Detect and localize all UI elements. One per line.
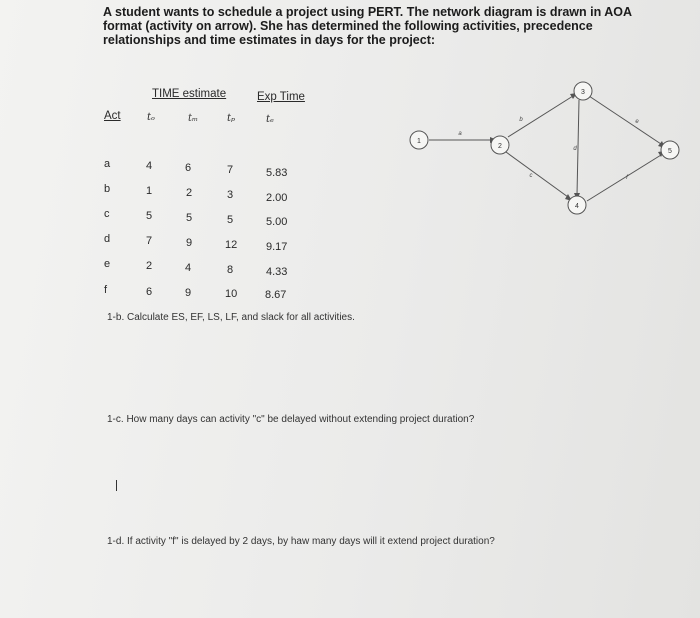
node-3-label: 3: [581, 89, 585, 96]
node-5-label: 5: [668, 148, 672, 155]
row-a-to: 4: [146, 160, 153, 172]
row-f-tp: 10: [225, 288, 238, 300]
node-4-label: 4: [575, 203, 579, 210]
edge-f-arrow: [587, 155, 661, 201]
row-f-to: 6: [146, 286, 153, 298]
row-d-te: 9.17: [266, 241, 288, 253]
network-diagram: [405, 75, 690, 220]
tp-header: tₚ: [227, 113, 236, 124]
edge-b-label: b: [519, 117, 523, 123]
row-f-act: f: [104, 284, 108, 296]
row-d-act: d: [104, 233, 111, 245]
to-header: tₒ: [147, 112, 155, 123]
row-c-tp: 5: [227, 214, 234, 226]
row-f-tm: 9: [185, 287, 192, 299]
question-1b: 1-b. Calculate ES, EF, LS, LF, and slack for all activities.: [107, 312, 355, 323]
row-e-to: 2: [146, 260, 153, 272]
edge-f-label: f: [626, 175, 628, 181]
edge-d-arrow: [577, 100, 579, 195]
time-estimate-header: TIME estimate: [152, 88, 227, 100]
node-1-label: 1: [417, 138, 421, 145]
row-b-tm: 2: [186, 187, 193, 199]
row-b-act: b: [104, 183, 111, 195]
edge-a-label: a: [458, 131, 462, 137]
row-f-te: 8.67: [265, 289, 287, 301]
row-a-tp: 7: [227, 164, 234, 176]
row-e-te: 4.33: [266, 266, 288, 278]
edge-b-arrow: [508, 96, 573, 137]
row-e-act: e: [104, 258, 111, 270]
te-header: tₑ: [266, 114, 274, 125]
question-1c: 1-c. How many days can activity "c" be delayed without extending project duration?: [107, 414, 475, 425]
edge-c-label: c: [529, 173, 533, 179]
edge-e-arrow: [589, 96, 661, 144]
text-cursor: [116, 480, 117, 491]
edge-c-arrow: [506, 152, 568, 197]
row-c-te: 5.00: [266, 216, 288, 228]
edge-d-label: d: [573, 146, 577, 152]
problem-intro: A student wants to schedule a project using PERT. The network diagram is drawn in AOA format (activity on arrow). She has determined the following activities, precedence relationships and time estimates in days for the project:: [103, 5, 632, 47]
row-d-tp: 12: [225, 239, 238, 251]
row-e-tm: 4: [185, 262, 192, 274]
row-a-act: a: [104, 158, 111, 170]
row-b-to: 1: [146, 185, 153, 197]
node-2-label: 2: [498, 143, 502, 150]
row-c-tm: 5: [186, 212, 193, 224]
row-d-to: 7: [146, 235, 153, 247]
row-a-tm: 6: [185, 162, 192, 174]
row-e-tp: 8: [227, 264, 234, 276]
exp-time-header: Exp Time: [257, 91, 305, 103]
tm-header: tₘ: [188, 113, 199, 124]
question-1d: 1-d. If activity "f" is delayed by 2 days, by haw many days will it extend project duration?: [107, 536, 495, 547]
row-d-tm: 9: [186, 237, 193, 249]
edge-e-label: e: [635, 119, 639, 125]
row-c-to: 5: [146, 210, 153, 222]
row-a-te: 5.83: [266, 167, 288, 179]
row-b-te: 2.00: [266, 192, 288, 204]
row-c-act: c: [104, 208, 110, 220]
act-header: Act: [104, 110, 121, 122]
row-b-tp: 3: [227, 189, 234, 201]
